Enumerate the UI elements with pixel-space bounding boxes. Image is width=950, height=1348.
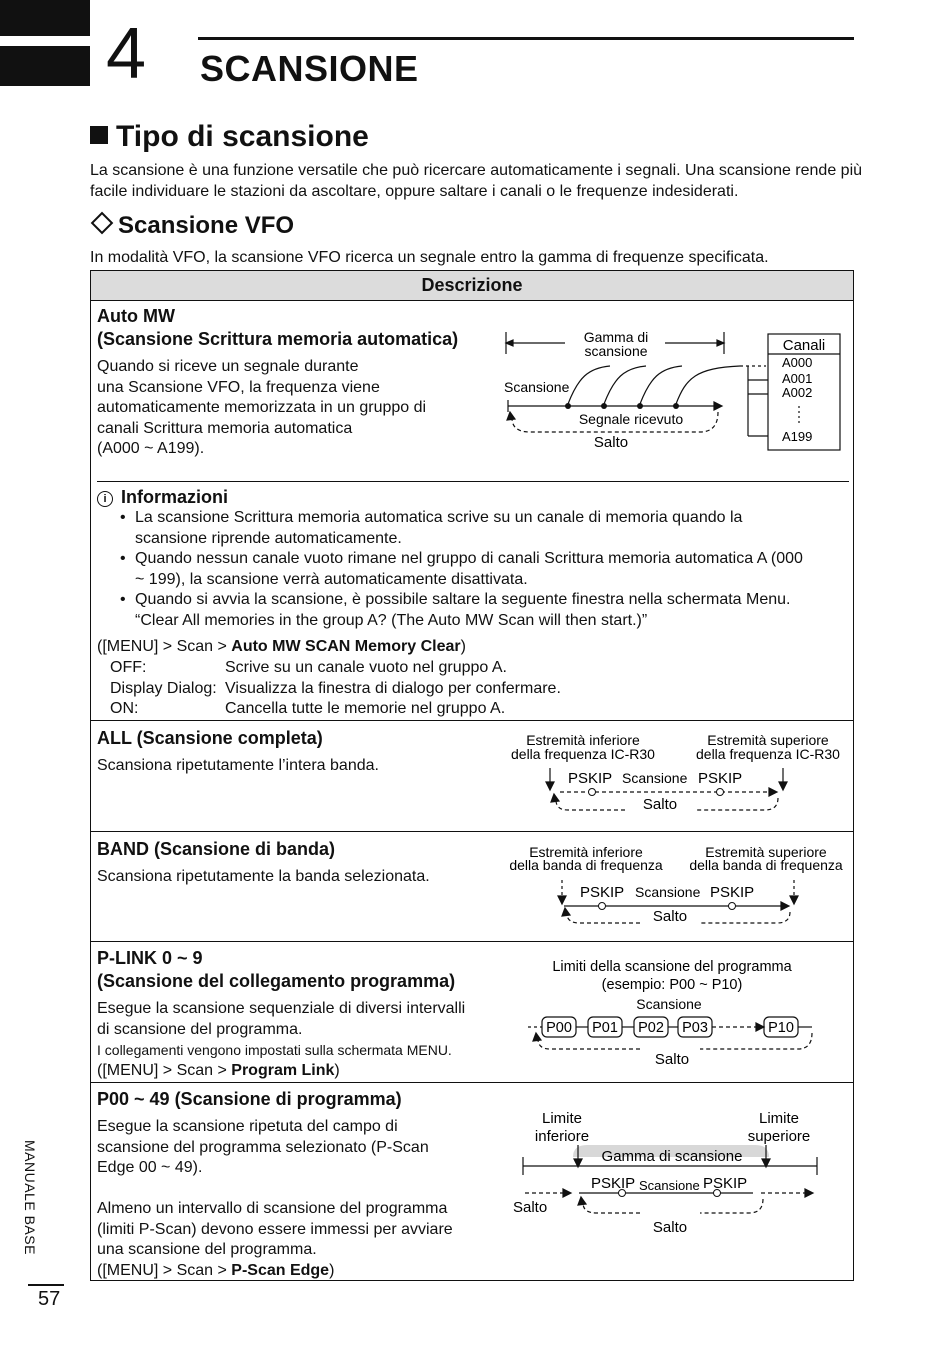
- automw-channel-a199: A199: [782, 429, 813, 444]
- p00-body: [97, 1117, 453, 1281]
- automw-channel-a000: A000: [782, 355, 813, 370]
- subsection-heading: [90, 212, 294, 240]
- option-key: Display Dialog:: [110, 679, 217, 697]
- plink-title: P-LINK 0 ~ 9: [97, 948, 203, 968]
- option-desc: Cancella tutte le memorie nel gruppo A.: [225, 700, 506, 717]
- p00-skip-label-left: Salto: [513, 1199, 548, 1216]
- page-number-rule: [28, 1284, 64, 1286]
- info-icon: i: [97, 491, 113, 507]
- p00-menu-path: [97, 1261, 453, 1282]
- automw-range-label: Gamma di: [583, 329, 649, 345]
- automw-skip-label: Salto: [593, 434, 629, 451]
- diamond-bullet-icon: [91, 212, 114, 235]
- plink-limits-label: Limiti della scansione del programma: [552, 959, 792, 975]
- band-skip-label: Salto: [652, 908, 688, 925]
- p00-high-label: Limite: [758, 1110, 800, 1127]
- option-row: [110, 699, 561, 720]
- sidebar-label: [22, 1140, 52, 1270]
- automw-diagram: [500, 328, 850, 458]
- info-heading: [97, 487, 228, 508]
- automw-body-line: automaticamente memorizzata in un gruppo di: [97, 399, 427, 416]
- band-high-label: Estremità superiore: [705, 844, 827, 860]
- subsection-intro: In modalità VFO, la scansione VFO ricerca un segnale entro la gamma di frequenze specificata.: [90, 249, 769, 266]
- all-title: ALL (Scansione completa): [97, 728, 323, 748]
- all-low-label2: della frequenza IC-R30: [511, 746, 655, 762]
- band-low-label: Estremità inferiore: [529, 844, 643, 860]
- chapter-tab-bar-top: [0, 0, 90, 36]
- automw-channel-a002: A002: [782, 385, 813, 400]
- plink-diagram: [510, 955, 840, 1075]
- automw-body-line: (A000 ~ A199).: [97, 440, 205, 457]
- info-options: [110, 658, 561, 720]
- menu-path-item: Program Link: [231, 1061, 335, 1079]
- p00-body-line: scansione del programma selezionato (P-Scan: [97, 1138, 429, 1156]
- table-header: Descrizione: [91, 271, 853, 301]
- p00-low-label2: inferiore: [534, 1128, 590, 1145]
- p00-body-line: Almeno un intervallo di scansione del programma: [97, 1200, 448, 1217]
- subsection-title: Scansione VFO: [118, 212, 295, 239]
- section-title: Tipo di scansione: [116, 120, 369, 153]
- bullet-line: ~ 199), la scansione verrà automaticamente disattivata.: [135, 570, 528, 588]
- all-pskip-right: PSKIP: [698, 770, 743, 787]
- info-bullets: [120, 508, 850, 631]
- all-skip-label: Salto: [642, 796, 678, 813]
- automw-signal-label: Segnale ricevuto: [578, 411, 684, 427]
- section-heading: [90, 120, 369, 154]
- automw-scan-label: Scansione: [504, 379, 570, 395]
- bullet-line: Quando nessun canale vuoto rimane nel gruppo di canali Scrittura memoria automatica A (000: [135, 550, 803, 567]
- plink-body: [97, 999, 465, 1081]
- all-high-label: Estremità superiore: [707, 732, 829, 748]
- automw-subtitle: (Scansione Scrittura memoria automatica): [97, 329, 459, 349]
- p00-diagram: [505, 1105, 845, 1235]
- plink-box-p02: P02: [638, 1020, 664, 1036]
- band-body: Scansiona ripetutamente la banda selezionata.: [97, 868, 430, 885]
- all-scan-label: Scansione: [622, 770, 688, 786]
- band-title: BAND (Scansione di banda): [97, 839, 336, 859]
- p00-body-line: (limiti P-Scan) devono essere immessi per avviare: [97, 1220, 453, 1238]
- band-low-label2: della banda di frequenza: [509, 857, 663, 873]
- plink-body-line: Esegue la scansione sequenziale di diversi intervalli: [97, 1000, 466, 1017]
- row-divider: [91, 720, 853, 721]
- menu-path-prefix: ([MENU] > Scan >: [97, 1261, 232, 1279]
- automw-body-line: Quando si riceve un segnale durante: [97, 358, 359, 375]
- menu-path-prefix: ([MENU] > Scan >: [97, 1061, 232, 1079]
- plink-box-p01: P01: [592, 1020, 618, 1036]
- p00-range-label: Gamma di scansione: [601, 1148, 743, 1165]
- plink-menu-path: [97, 1061, 465, 1082]
- p00-pskip-right: PSKIP: [703, 1175, 748, 1192]
- row-divider: [91, 941, 853, 942]
- p00-pskip-left: PSKIP: [591, 1175, 636, 1192]
- plink-body-line: di scansione del programma.: [97, 1020, 303, 1038]
- plink-box-p10: P10: [768, 1020, 794, 1036]
- automw-channels-label: Canali: [782, 337, 826, 354]
- plink-box-p00: P00: [546, 1020, 572, 1036]
- bullet-line: Quando si avvia la scansione, è possibile saltare la seguente finestra nella schermata Menu.: [135, 591, 791, 608]
- manual-label: MANUALE BASE: [22, 1140, 38, 1255]
- p00-high-label2: superiore: [747, 1128, 811, 1145]
- p00-scan-label: Scansione: [639, 1178, 700, 1193]
- automw-range-label2: scansione: [584, 343, 648, 359]
- list-item: • Quando si avvia la scansione, è possibile saltare la seguente finestra nella schermata Menu. “Clear All memories in the group A? (The Auto MW Scan will then start.)”: [120, 590, 850, 631]
- automw-body-line: canali Scrittura memoria automatica: [97, 419, 353, 437]
- plink-skip-label: Salto: [654, 1051, 690, 1068]
- band-pskip-left: PSKIP: [580, 884, 625, 901]
- bullet-line: La scansione Scrittura memoria automatica scrive su un canale di memoria quando la: [135, 509, 743, 526]
- all-pskip-left: PSKIP: [568, 770, 613, 787]
- p00-skip-label: Salto: [652, 1219, 688, 1235]
- info-title: Informazioni: [121, 487, 228, 507]
- option-key: OFF:: [110, 659, 147, 676]
- plink-subtitle: (Scansione del collegamento programma): [97, 971, 456, 991]
- plink-note: I collegamenti vengono impostati sulla schermata MENU.: [97, 1042, 452, 1058]
- band-pskip-right: PSKIP: [710, 884, 755, 901]
- p00-body-line: una scansione del programma.: [97, 1241, 317, 1258]
- p00-body-line: Edge 00 ~ 49).: [97, 1159, 203, 1176]
- automw-title: Auto MW: [97, 306, 175, 326]
- band-high-label2: della banda di frequenza: [689, 857, 843, 873]
- option-row: [110, 658, 561, 679]
- all-body: Scansiona ripetutamente l’intera banda.: [97, 757, 379, 774]
- menu-path-item: P-Scan Edge: [231, 1261, 330, 1279]
- option-desc: Scrive su un canale vuoto nel gruppo A.: [225, 659, 507, 676]
- menu-path-prefix: ([MENU] > Scan >: [97, 638, 232, 655]
- all-low-label: Estremità inferiore: [526, 732, 640, 748]
- header-rule: [198, 37, 854, 40]
- automw-channel-a001: A001: [782, 371, 813, 386]
- row-divider: [91, 1082, 853, 1083]
- all-high-label2: della frequenza IC-R30: [696, 746, 840, 762]
- automw-body: [97, 357, 426, 460]
- list-item: • Quando nessun canale vuoto rimane nel gruppo di canali Scrittura memoria automatica A (000 ~ 199), la scansione verrà automaticamente disattivata.: [120, 549, 850, 590]
- option-desc: Visualizza la finestra di dialogo per confermare.: [225, 679, 561, 697]
- chapter-tab-bar-bottom: [0, 46, 90, 86]
- page-number: 57: [38, 1288, 61, 1310]
- bullet-line: “Clear All memories in the group A? (The Auto MW Scan will then start.)”: [135, 611, 648, 629]
- menu-path-suffix: ): [334, 1061, 340, 1079]
- band-diagram: [500, 842, 850, 932]
- option-key: ON:: [110, 700, 139, 717]
- info-menu-path: [97, 637, 466, 658]
- info-divider: [97, 481, 849, 482]
- plink-example-label: (esempio: P00 ~ P10): [601, 977, 743, 993]
- row-divider: [91, 831, 853, 832]
- plink-scan-label: Scansione: [636, 996, 702, 1012]
- list-item: • La scansione Scrittura memoria automatica scrive su un canale di memoria quando la scansione riprende automaticamente.: [120, 508, 850, 549]
- option-row: [110, 679, 561, 700]
- plink-box-p03: P03: [682, 1020, 708, 1036]
- chapter-title: SCANSIONE: [200, 48, 419, 89]
- band-scan-label: Scansione: [635, 884, 701, 900]
- all-diagram: [500, 730, 850, 820]
- bullet-line: scansione riprende automaticamente.: [135, 529, 402, 547]
- chapter-number: 4: [106, 14, 147, 94]
- menu-path-item: Auto MW SCAN Memory Clear: [231, 638, 461, 655]
- square-bullet-icon: [90, 126, 108, 144]
- p00-body-line: Esegue la scansione ripetuta del campo di: [97, 1118, 398, 1135]
- p00-title: P00 ~ 49 (Scansione di programma): [97, 1089, 402, 1109]
- menu-path-suffix: ): [460, 638, 466, 655]
- p00-low-label: Limite: [541, 1110, 583, 1127]
- menu-path-suffix: ): [329, 1261, 335, 1279]
- automw-body-line: una Scansione VFO, la frequenza viene: [97, 378, 380, 396]
- section-intro: La scansione è una funzione versatile che può ricercare automaticamente i segnali. Una scansione rende più facile individuare le stazioni da ascoltare, oppure saltare i canali o le frequenze indesiderati.: [90, 162, 863, 200]
